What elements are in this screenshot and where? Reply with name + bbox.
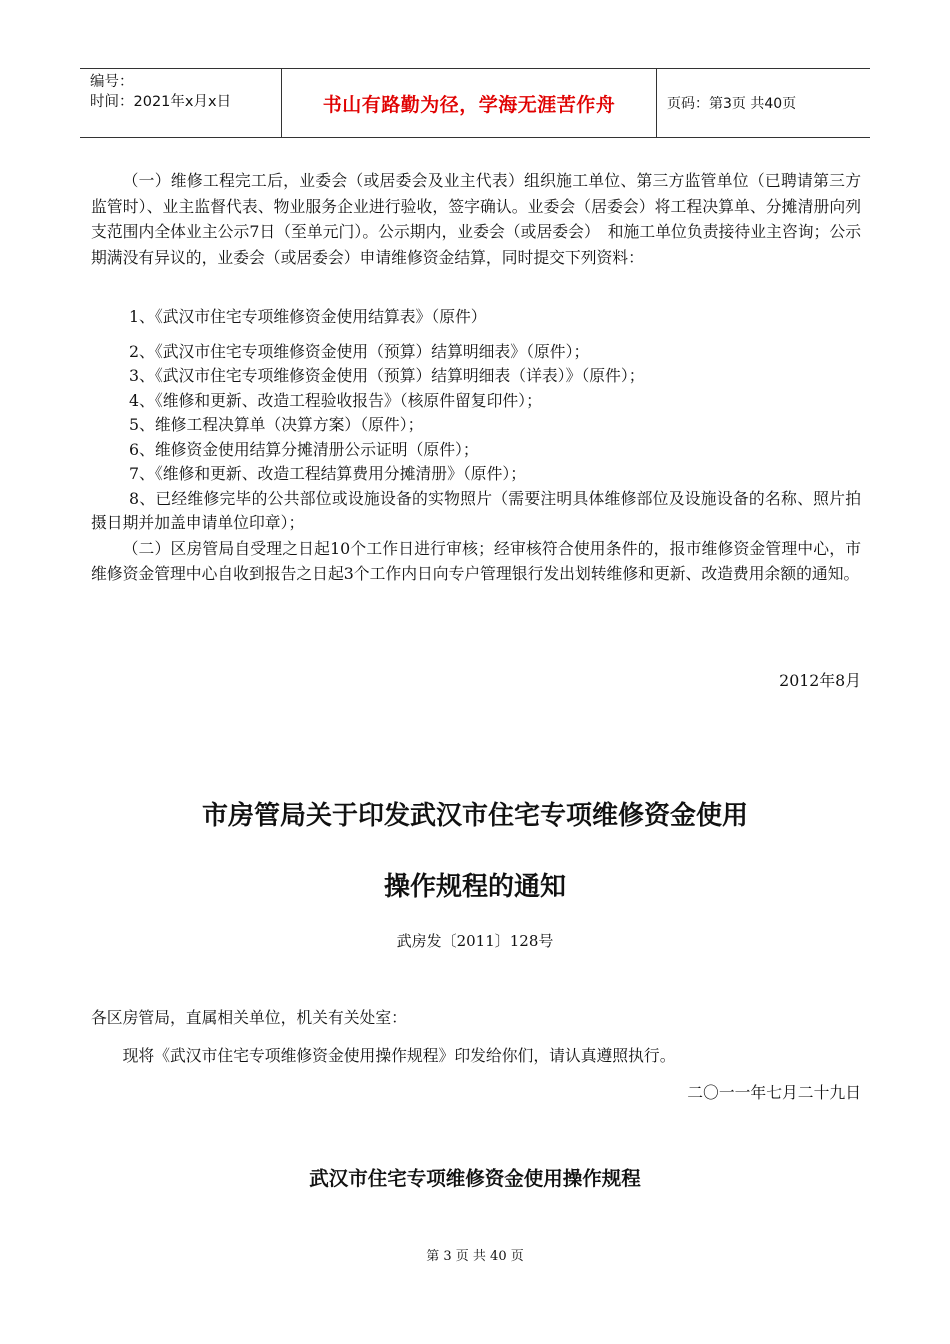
regulation-subtitle: 武汉市住宅专项维修资金使用操作规程 xyxy=(309,1167,641,1190)
attachment-list xyxy=(91,305,861,587)
notice-recipients: 各区房管局，直属相关单位，机关有关处室： xyxy=(91,1008,407,1027)
doc-number: 武房发〔2011〕128号 xyxy=(396,932,554,950)
list-item: 2、《武汉市住宅专项维修资金使用（预算）结算明细表》（原件）； xyxy=(129,341,590,361)
page-footer: 第 3 页 共 40 页 xyxy=(426,1249,524,1264)
list-item: 5、维修工程决算单（决算方案）（原件）； xyxy=(129,415,424,434)
page-header xyxy=(80,68,870,138)
section2-paragraph: （二）区房管局自受理之日起10个工作日进行审核；经审核符合使用条件的，报市维修资金管理中心，市维修资金管理中心自收到报告之日起3个工作内日向专户管理银行发出划转维修和更新、改造费用余额的通知。 xyxy=(91,538,861,583)
header-page-info: 页码：第3页 共40页 xyxy=(667,96,797,112)
notice-title-line1: 市房管局关于印发武汉市住宅专项维修资金使用 xyxy=(201,801,748,831)
notice-body: 现将《武汉市住宅专项维修资金使用操作规程》印发给你们，请认真遵照执行。 xyxy=(122,1046,676,1065)
list-item: 1、《武汉市住宅专项维修资金使用结算表》（原件） xyxy=(129,307,487,326)
header-meta xyxy=(80,69,282,137)
list-item: 8、已经维修完毕的公共部位或设施设备的实物照片（需要注明具体维修部位及设施设备的名称、照片拍摄日期并加盖申请单位印章）； xyxy=(91,488,861,532)
list-item: 6、维修资金使用结算分摊清册公示证明（原件）； xyxy=(129,439,479,459)
header-motto: 书山有路勤为径，学海无涯苦作舟 xyxy=(282,69,657,137)
list-item: 4、《维修和更新、改造工程验收报告》（核原件留复印件）； xyxy=(129,390,542,410)
section1-paragraph: （一）维修工程完工后，业委会（或居委会及业主代表）组织施工单位、第三方监管单位（已聘请第三方监管时）、业主监督代表、物业服务企业进行验收，签字确认。业委会（居委会）将工程决算单、分摊清册向列支范围内全体业主公示7日（至单元门）。公示期内，业委会（或居委会） 和施工单位负责接待业主咨询；公示期满没有异议的，业委会（或居委会）申请维修资金结算，同时提交下列资料： xyxy=(91,171,861,267)
section1-date: 2012年8月 xyxy=(779,671,861,690)
header-number-label: 编号： xyxy=(90,74,134,90)
list-item: 3、《武汉市住宅专项维修资金使用（预算）结算明细表（详表）》（原件）； xyxy=(129,366,645,385)
header-time-label: 时间：2021年x月x日 xyxy=(90,94,232,110)
notice-title-line2: 操作规程的通知 xyxy=(383,872,566,902)
notice-date: 二〇一一年七月二十九日 xyxy=(687,1083,861,1102)
list-item: 7、《维修和更新、改造工程结算费用分摊清册》（原件）； xyxy=(129,464,527,483)
